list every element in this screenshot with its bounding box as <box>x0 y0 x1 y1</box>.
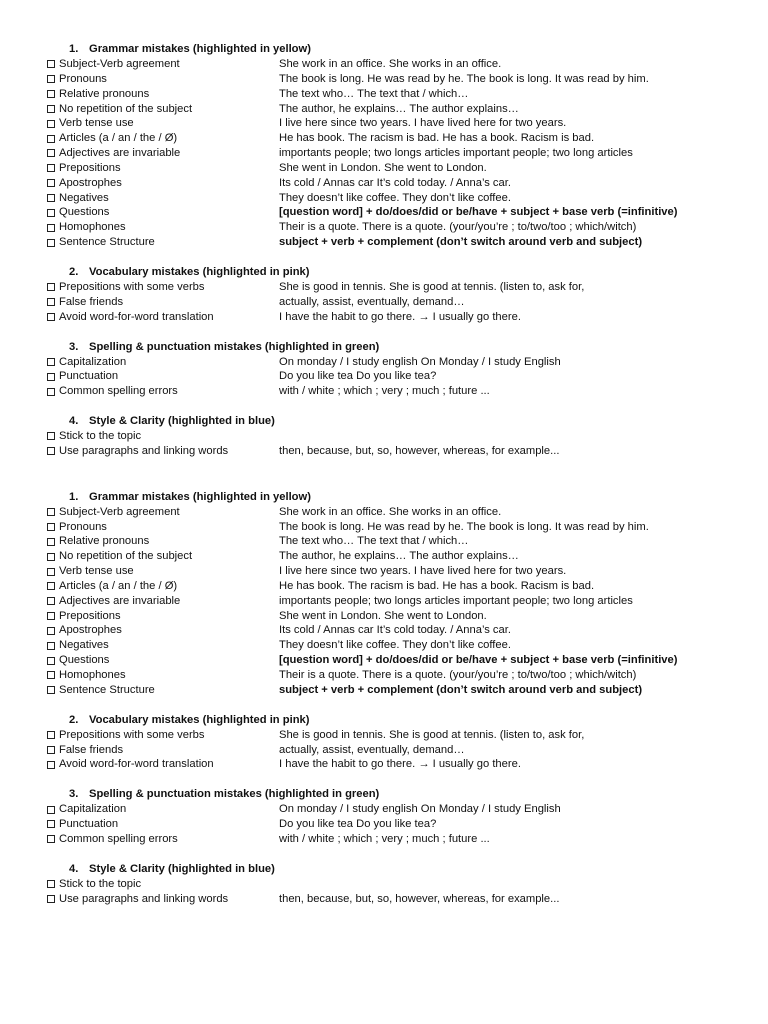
checklist-item-left <box>47 280 279 295</box>
checklist-item <box>47 355 727 370</box>
section-title: Vocabulary mistakes (highlighted in pink) <box>89 713 310 726</box>
checkbox[interactable] <box>47 149 55 157</box>
checklist-item-left <box>47 505 279 520</box>
checklist-item-example: with / white ; which ; very ; much ; future ... <box>279 832 490 845</box>
checklist-item-left <box>47 176 279 191</box>
checklist-item-example: I live here since two years. I have lived here for two years. <box>279 565 567 578</box>
checklist-item-left <box>47 579 279 594</box>
checklist-item-example: The book is long. He was read by he. The book is long. It was read by him. <box>279 520 649 533</box>
checklist-item-example: She went in London. She went to London. <box>279 161 487 174</box>
checklist-item-label: Capitalization <box>59 355 127 368</box>
checklist-item-example <box>279 877 727 892</box>
checklist-item-label: Subject-Verb agreement <box>59 505 180 518</box>
checklist-item-label: Subject-Verb agreement <box>59 58 180 70</box>
checklist-item-left <box>47 520 279 535</box>
checklist-item-label: Use paragraphs and linking words <box>59 892 229 905</box>
checklist-item-left <box>47 668 279 683</box>
checklist-item <box>47 146 727 161</box>
section-4 <box>47 414 727 459</box>
checklist-item-left <box>47 683 279 698</box>
checklist-item <box>47 877 727 892</box>
checkbox[interactable] <box>47 627 55 635</box>
checklist-item-label: Common spelling errors <box>59 385 178 398</box>
checkbox[interactable] <box>47 582 55 590</box>
checklist-item-left <box>47 220 279 235</box>
checklist-item-example: She is good in tennis. She is good at tennis. (listen to, ask for, <box>279 728 585 741</box>
checkbox[interactable] <box>47 538 55 546</box>
checklist-item-label: Sentence Structure <box>59 236 155 249</box>
checkbox[interactable] <box>47 553 55 561</box>
checklist-item <box>47 653 727 668</box>
checklist-item <box>47 161 727 176</box>
checklist-item-example: On monday / I study english On Monday / I study English <box>279 803 561 816</box>
checklist-item-label: Stick to the topic <box>59 877 142 890</box>
checklist-item <box>47 579 727 594</box>
section-3 <box>47 340 727 400</box>
checklist-item <box>47 534 727 549</box>
checklist-item-left <box>47 310 279 325</box>
checklist-item-label: Pronouns <box>59 72 107 85</box>
checkbox[interactable] <box>47 761 55 769</box>
checklist-item-label: Pronouns <box>59 520 107 533</box>
checklist-item-label: Prepositions <box>59 609 121 622</box>
checkbox[interactable] <box>47 239 55 247</box>
checklist-item-label: Homophones <box>59 221 126 234</box>
checklist-item-label: Adjectives are invariable <box>59 147 181 160</box>
checklist-item-left <box>47 444 279 459</box>
checklist-item-left <box>47 802 279 817</box>
checkbox[interactable] <box>47 880 55 888</box>
checklist-item-label: Articles (a / an / the / Ø) <box>59 579 178 592</box>
section-heading <box>47 713 727 728</box>
checkbox[interactable] <box>47 508 55 516</box>
checklist-item-example: actually, assist, eventually, demand… <box>279 743 465 756</box>
checkbox[interactable] <box>47 447 55 455</box>
checkbox[interactable] <box>47 746 55 754</box>
checklist-item-label: Avoid word-for-word translation <box>59 310 214 323</box>
checkbox[interactable] <box>47 283 55 291</box>
checklist-item <box>47 728 727 743</box>
checkbox[interactable] <box>47 194 55 202</box>
checkbox[interactable] <box>47 820 55 828</box>
checklist-item-label: Use paragraphs and linking words <box>59 444 229 457</box>
section-heading <box>47 490 727 505</box>
checklist-item-left <box>47 131 279 146</box>
checklist-item-left <box>47 102 279 117</box>
checklist-item-label: Homophones <box>59 669 126 681</box>
checklist-item-example: The text who… The text that / which… <box>279 535 469 548</box>
checklist-item-example: The text who… The text that / which… <box>279 87 469 100</box>
checklist-item <box>47 444 727 459</box>
checklist-item-example: On monday / I study english On Monday / I study English <box>279 355 561 368</box>
checklist-item-left <box>47 205 279 220</box>
section-number: 1. <box>69 490 79 503</box>
section-title: Style & Clarity (highlighted in blue) <box>89 415 275 428</box>
checkbox[interactable] <box>47 671 55 679</box>
checkbox[interactable] <box>47 90 55 98</box>
checklist-item <box>47 609 727 624</box>
checklist-item-label: No repetition of the subject <box>59 102 193 115</box>
checklist-item <box>47 832 727 847</box>
checklist-item-example: She is good in tennis. She is good at tennis. (listen to, ask for, <box>279 280 585 293</box>
checklist-item-label: Prepositions with some verbs <box>59 280 205 293</box>
checklist-item-example: She work in an office. She works in an office. <box>279 505 502 518</box>
section-title: Spelling & punctuation mistakes (highlighted in green) <box>89 788 380 801</box>
checklist-item <box>47 235 727 250</box>
checkbox[interactable] <box>47 642 55 650</box>
checklist-item <box>47 802 727 817</box>
section-number: 2. <box>69 713 79 726</box>
checklist-item <box>47 116 727 131</box>
checklist-item-example: subject + verb + complement (don’t switch around verb and subject) <box>279 236 643 249</box>
section-2 <box>47 265 727 325</box>
checkbox[interactable] <box>47 612 55 620</box>
checklist-item-left <box>47 832 279 847</box>
checklist-item-label: Stick to the topic <box>59 430 142 443</box>
checklist-item <box>47 310 727 325</box>
checklist-item-example: They doesn’t like coffee. They don’t like coffee. <box>279 639 511 652</box>
checklist-item-example: with / white ; which ; very ; much ; future ... <box>279 385 490 398</box>
checklist-item-label: Negatives <box>59 639 109 652</box>
checkbox[interactable] <box>47 597 55 605</box>
checklist-item-example: then, because, but, so, however, whereas, for example... <box>279 892 560 905</box>
section-title: Grammar mistakes (highlighted in yellow) <box>89 490 311 503</box>
checkbox[interactable] <box>47 657 55 665</box>
checklist-item-example: subject + verb + complement (don’t switch around verb and subject) <box>279 683 643 696</box>
checklist-item <box>47 892 727 907</box>
checklist-item-example: Their is a quote. There is a quote. (your/you’re ; to/two/too ; which/witch) <box>279 221 637 234</box>
checkbox[interactable] <box>47 120 55 128</box>
checklist-item-label: Prepositions with some verbs <box>59 728 205 741</box>
checklist-item-label: Verb tense use <box>59 565 134 578</box>
checklist-item-left <box>47 534 279 549</box>
checkbox[interactable] <box>47 895 55 903</box>
section-number: 1. <box>69 43 79 55</box>
checklist-item-label: False friends <box>59 743 124 756</box>
checklist-item-label: Articles (a / an / the / Ø) <box>59 132 178 145</box>
checkbox[interactable] <box>47 568 55 576</box>
checklist-item-example: She work in an office. She works in an office. <box>279 58 502 70</box>
section-number: 3. <box>69 340 79 353</box>
checklist-copy-1 <box>47 42 727 459</box>
checklist-item-label: Questions <box>59 654 110 667</box>
checklist-item-label: Apostrophes <box>59 176 122 189</box>
checklist-item-label: Apostrophes <box>59 624 122 637</box>
checklist-item-example: She went in London. She went to London. <box>279 609 487 622</box>
checklist-item-label: Verb tense use <box>59 117 134 130</box>
checkbox[interactable] <box>47 313 55 321</box>
checklist-item-left <box>47 743 279 758</box>
checklist-item-example: importants people; two longs articles important people; two long articles <box>279 594 633 607</box>
checklist-item <box>47 220 727 235</box>
checklist-item <box>47 668 727 683</box>
checklist-item-example: Their is a quote. There is a quote. (your/you’re ; to/two/too ; which/witch) <box>279 669 637 681</box>
checklist-item-example: I live here since two years. I have lived here for two years. <box>279 117 567 130</box>
checklist-item-left <box>47 429 279 444</box>
checklist-item-label: False friends <box>59 295 124 308</box>
checklist-item <box>47 72 727 87</box>
checkbox[interactable] <box>47 432 55 440</box>
checklist-item-left <box>47 728 279 743</box>
checklist-item-left <box>47 191 279 206</box>
section-heading <box>47 42 727 57</box>
checklist-item <box>47 549 727 564</box>
checkbox[interactable] <box>47 164 55 172</box>
checklist-item-left <box>47 549 279 564</box>
checklist-item-label: Prepositions <box>59 161 121 174</box>
checklist-item-label: Negatives <box>59 191 109 204</box>
checklist-item-left <box>47 355 279 370</box>
checklist-item <box>47 429 727 444</box>
checklist-item-left <box>47 877 279 892</box>
checklist-item-left <box>47 57 279 72</box>
checklist-item-example: The author, he explains… The author explains… <box>279 550 519 563</box>
section-1 <box>47 490 727 698</box>
checklist-item-left <box>47 235 279 250</box>
checkbox[interactable] <box>47 224 55 232</box>
checklist-item-left <box>47 623 279 638</box>
checklist-item-example: Its cold / Annas car It’s cold today. / Anna’s car. <box>279 176 511 189</box>
checklist-item-example: He has book. The racism is bad. He has a book. Racism is bad. <box>279 132 595 145</box>
checklist-item <box>47 295 727 310</box>
checklist-item-example: [question word] + do/does/did or be/have + subject + base verb (=infinitive) <box>279 206 678 219</box>
checklist-item <box>47 102 727 117</box>
checklist-item <box>47 176 727 191</box>
section-heading <box>47 265 727 280</box>
checklist-item-left <box>47 653 279 668</box>
checklist-item-example: then, because, but, so, however, whereas, for example... <box>279 444 560 457</box>
checklist-item <box>47 817 727 832</box>
checklist-item <box>47 757 727 772</box>
checklist-item-label: Relative pronouns <box>59 535 150 548</box>
checklist-item-example: [question word] + do/does/did or be/have + subject + base verb (=infinitive) <box>279 654 678 667</box>
checklist-item-label: Capitalization <box>59 803 127 816</box>
checklist-item-left <box>47 146 279 161</box>
checklist-item-example <box>279 429 727 444</box>
checklist-item <box>47 594 727 609</box>
checkbox[interactable] <box>47 60 55 68</box>
section-4 <box>47 862 727 907</box>
checklist-item <box>47 87 727 102</box>
checklist-item <box>47 505 727 520</box>
checklist-item-example: actually, assist, eventually, demand… <box>279 295 465 308</box>
checkbox[interactable] <box>47 179 55 187</box>
section-number: 2. <box>69 265 79 278</box>
section-number: 4. <box>69 415 79 428</box>
checkbox[interactable] <box>47 686 55 694</box>
section-title: Vocabulary mistakes (highlighted in pink) <box>89 265 310 278</box>
section-2 <box>47 713 727 773</box>
section-heading <box>47 414 727 429</box>
checklist-item-label: No repetition of the subject <box>59 550 193 563</box>
checklist-item-label: Avoid word-for-word translation <box>59 758 214 771</box>
checklist-item-label: Adjectives are invariable <box>59 594 181 607</box>
checklist-item <box>47 520 727 535</box>
section-title: Grammar mistakes (highlighted in yellow) <box>89 43 311 55</box>
checklist-item <box>47 564 727 579</box>
checklist-item-label: Questions <box>59 206 110 219</box>
checklist-copy-2 <box>47 490 727 907</box>
checklist-item <box>47 191 727 206</box>
checklist-item-label: Common spelling errors <box>59 832 178 845</box>
checkbox[interactable] <box>47 373 55 381</box>
checklist-item-left <box>47 116 279 131</box>
section-number: 4. <box>69 862 79 875</box>
checkbox[interactable] <box>47 388 55 396</box>
checklist-item-example: importants people; two longs articles important people; two long articles <box>279 147 633 160</box>
checklist-item-left <box>47 564 279 579</box>
section-title: Style & Clarity (highlighted in blue) <box>89 862 275 875</box>
checklist-item-left <box>47 892 279 907</box>
checkbox[interactable] <box>47 75 55 83</box>
checklist-item-left <box>47 817 279 832</box>
checklist-item-label: Punctuation <box>59 370 119 383</box>
checklist-item-example: I have the habit to go there. → I usually go there. <box>279 758 521 771</box>
checkbox[interactable] <box>47 358 55 366</box>
checklist-item-left <box>47 757 279 772</box>
checklist-item <box>47 683 727 698</box>
checklist-item-left <box>47 384 279 399</box>
checklist-item-example: The author, he explains… The author explains… <box>279 102 519 115</box>
checklist-item-label: Punctuation <box>59 818 119 831</box>
checklist-item-label: Sentence Structure <box>59 683 155 696</box>
checklist-item-example: They doesn’t like coffee. They don’t like coffee. <box>279 191 511 204</box>
checklist-item <box>47 638 727 653</box>
checklist-item-left <box>47 295 279 310</box>
checklist-item-example: Its cold / Annas car It’s cold today. / Anna’s car. <box>279 624 511 637</box>
checkbox[interactable] <box>47 523 55 531</box>
checklist-item-example: Do you like tea Do you like tea? <box>279 818 437 831</box>
checklist-item <box>47 280 727 295</box>
checkbox[interactable] <box>47 835 55 843</box>
checklist-item-example: Do you like tea Do you like tea? <box>279 370 437 383</box>
checklist-item-example: He has book. The racism is bad. He has a book. Racism is bad. <box>279 579 595 592</box>
checklist-item <box>47 369 727 384</box>
section-number: 3. <box>69 788 79 801</box>
checklist-item <box>47 743 727 758</box>
checkbox[interactable] <box>47 135 55 143</box>
checklist-item <box>47 384 727 399</box>
checkbox[interactable] <box>47 806 55 814</box>
checklist-item-left <box>47 609 279 624</box>
checklist-sheet <box>47 42 727 906</box>
checklist-item-example: I have the habit to go there. → I usually go there. <box>279 310 521 323</box>
checkbox[interactable] <box>47 731 55 739</box>
checklist-item <box>47 205 727 220</box>
checklist-item-left <box>47 87 279 102</box>
checklist-item-left <box>47 594 279 609</box>
section-title: Spelling & punctuation mistakes (highlighted in green) <box>89 340 380 353</box>
section-heading <box>47 340 727 355</box>
section-3 <box>47 787 727 847</box>
checklist-item-left <box>47 161 279 176</box>
checklist-item <box>47 623 727 638</box>
checklist-item-left <box>47 72 279 87</box>
checklist-item-label: Relative pronouns <box>59 87 150 100</box>
checklist-item-left <box>47 638 279 653</box>
section-1 <box>47 42 727 250</box>
checkbox[interactable] <box>47 105 55 113</box>
checklist-item <box>47 57 727 72</box>
checkbox[interactable] <box>47 298 55 306</box>
checklist-item-left <box>47 369 279 384</box>
checklist-item-example: The book is long. He was read by he. The book is long. It was read by him. <box>279 72 649 85</box>
checklist-item <box>47 131 727 146</box>
section-heading <box>47 862 727 877</box>
checkbox[interactable] <box>47 209 55 217</box>
section-heading <box>47 787 727 802</box>
